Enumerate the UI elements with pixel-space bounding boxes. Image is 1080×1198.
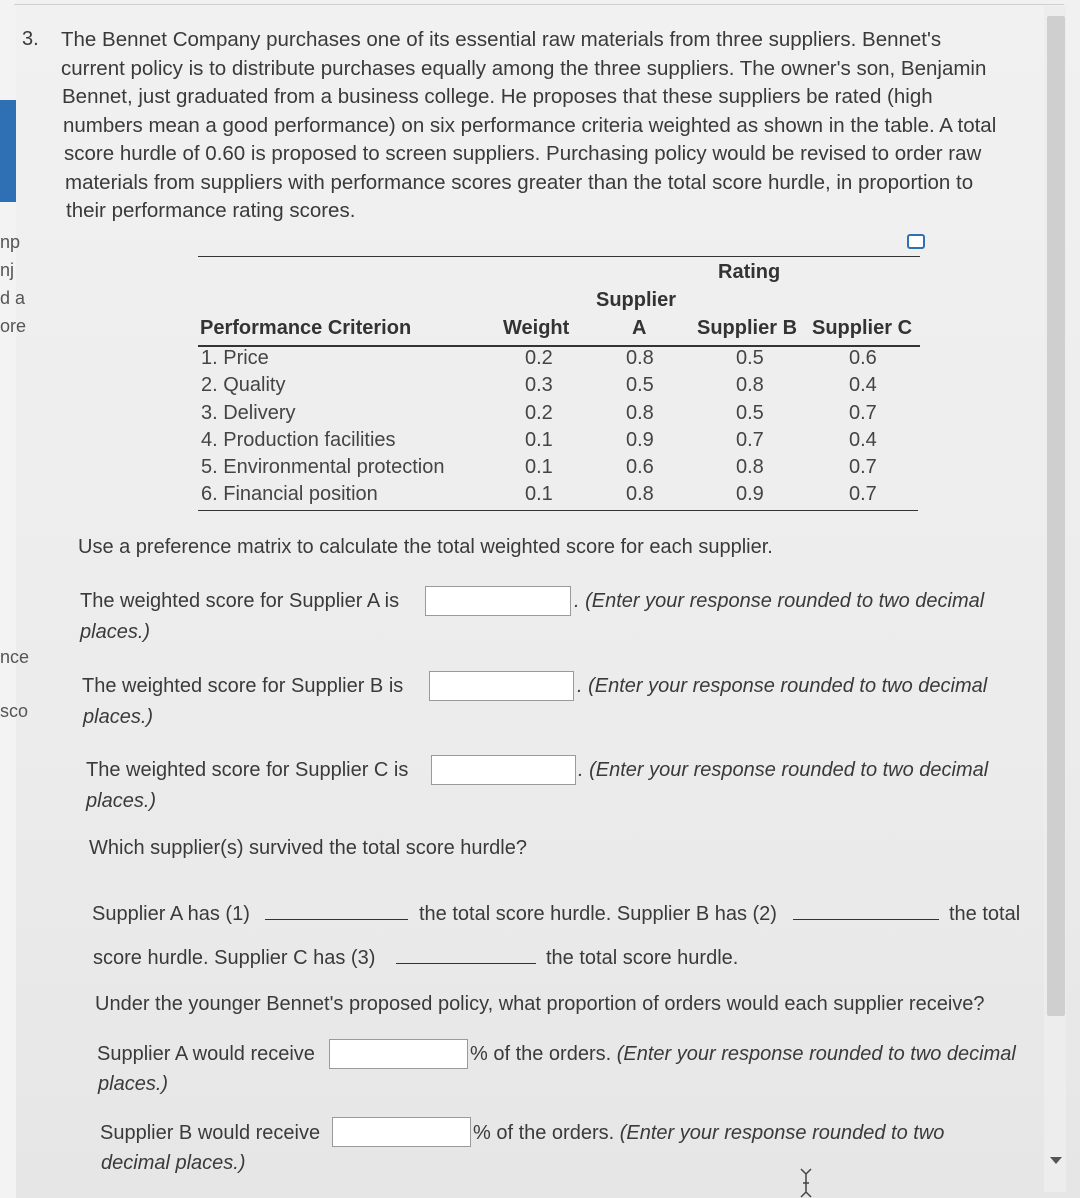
table-row <box>0 429 1000 456</box>
copy-table-icon[interactable] <box>907 234 925 249</box>
score-b-input[interactable] <box>429 671 574 701</box>
question-line: Bennet, just graduated from a business college. He proposes that these suppliers be rated (high <box>62 85 933 108</box>
supplier-a-cell: 0.5 <box>626 374 654 396</box>
criterion-cell: 6. Financial position <box>201 483 378 505</box>
sidebar-fragment[interactable]: nj <box>0 260 15 280</box>
question-line: The Bennet Company purchases one of its essential raw materials from three suppliers. Bennet's <box>61 28 942 51</box>
supplier-c-cell: 0.4 <box>849 429 877 451</box>
text-cursor-icon <box>798 1168 814 1198</box>
question-number: 3. <box>22 28 39 50</box>
supplier-b-cell: 0.7 <box>736 429 764 451</box>
scroll-down-arrow-icon[interactable] <box>1050 1157 1062 1164</box>
supplier-b-cell: 0.8 <box>736 456 764 478</box>
panel-border <box>14 4 1064 5</box>
weight-cell: 0.1 <box>525 456 553 478</box>
hurdle-b-suffix: the total <box>949 903 1021 925</box>
hurdle-line2-label: score hurdle. Supplier C has (3) <box>93 947 376 969</box>
score-b-hint: . (Enter your response rounded to two decimal <box>577 675 988 697</box>
proportion-b-input[interactable] <box>332 1117 471 1147</box>
question-line: current policy is to distribute purchases equally among the three suppliers. The owner's son, Benjamin <box>61 56 987 80</box>
supplier-b-cell: 0.8 <box>736 374 764 396</box>
question-text <box>61 26 1061 226</box>
score-a-input[interactable] <box>425 586 571 616</box>
proportion-question: Under the younger Bennet's proposed policy, what proportion of orders would each supplier receive? <box>95 993 985 1015</box>
weight-cell: 0.3 <box>525 374 553 396</box>
score-a-hint-wrap: places.) <box>80 621 151 643</box>
supplier-a-cell: 0.6 <box>626 456 654 478</box>
hurdle-question: Which supplier(s) survived the total score hurdle? <box>89 837 527 859</box>
proportion-b-suffix: % of the orders. (Enter your response rounded to two <box>473 1122 945 1144</box>
criterion-cell: 4. Production facilities <box>201 429 396 451</box>
sidebar-fragment[interactable]: nce <box>0 647 30 667</box>
hurdle-c-dropdown[interactable] <box>396 963 536 964</box>
criterion-cell: 2. Quality <box>201 374 286 396</box>
supplier-a-header-letter: A <box>632 317 647 339</box>
hurdle-b-dropdown[interactable] <box>793 919 939 920</box>
supplier-b-cell: 0.5 <box>736 347 764 369</box>
score-c-label: The weighted score for Supplier C is <box>86 759 409 781</box>
weight-cell: 0.1 <box>525 429 553 451</box>
hurdle-c-suffix: the total score hurdle. <box>546 947 739 969</box>
supplier-c-cell: 0.4 <box>849 374 877 396</box>
supplier-a-cell: 0.8 <box>626 347 654 369</box>
score-b-label: The weighted score for Supplier B is <box>82 675 404 697</box>
table-top-rule <box>198 256 920 257</box>
table-row <box>0 374 1000 401</box>
hurdle-a-label: Supplier A has (1) <box>92 903 250 925</box>
question-line: numbers mean a good performance) on six performance criteria weighted as shown in the table. A total <box>63 113 997 137</box>
criterion-cell: 3. Delivery <box>201 402 296 424</box>
supplier-b-header: Supplier B <box>697 317 798 339</box>
weight-cell: 0.2 <box>525 402 553 424</box>
rating-group-header: Rating <box>718 261 781 283</box>
hint-italic: (Enter your response rounded to two <box>619 1122 945 1144</box>
weight-cell: 0.2 <box>525 347 553 369</box>
sidebar-fragment[interactable]: ore <box>0 316 27 336</box>
proportion-a-label: Supplier A would receive <box>97 1043 315 1065</box>
criterion-header: Performance Criterion <box>200 317 412 339</box>
score-a-hint: . (Enter your response rounded to two decimal <box>574 590 985 612</box>
supplier-a-cell: 0.9 <box>626 429 654 451</box>
supplier-c-cell: 0.6 <box>849 347 877 369</box>
instruction-text: Use a preference matrix to calculate the total weighted score for each supplier. <box>78 536 773 558</box>
proportion-b-label: Supplier B would receive <box>100 1122 321 1144</box>
proportion-b-hint-wrap: decimal places.) <box>101 1152 246 1174</box>
criterion-cell: 1. Price <box>201 347 269 369</box>
weight-header: Weight <box>503 317 570 339</box>
supplier-b-cell: 0.9 <box>736 483 764 505</box>
sidebar-fragment[interactable]: sco <box>0 701 29 721</box>
hurdle-a-suffix: the total score hurdle. Supplier B has (2) <box>419 903 777 925</box>
sidebar-fragment[interactable]: np <box>0 232 21 252</box>
score-c-input[interactable] <box>431 755 576 785</box>
question-line: score hurdle of 0.60 is proposed to screen suppliers. Purchasing policy would be revised to order raw <box>64 142 982 165</box>
supplier-a-cell: 0.8 <box>626 402 654 424</box>
score-c-hint: . (Enter your response rounded to two decimal <box>578 759 989 781</box>
sidebar-fragment[interactable]: d a <box>0 288 26 308</box>
supplier-c-cell: 0.7 <box>849 402 877 424</box>
weight-cell: 0.1 <box>525 483 553 505</box>
proportion-a-hint-wrap: places.) <box>98 1073 169 1095</box>
proportion-a-suffix <box>470 1043 1016 1066</box>
table-row <box>0 483 1000 510</box>
supplier-b-cell: 0.5 <box>736 402 764 424</box>
hurdle-a-dropdown[interactable] <box>265 919 408 920</box>
table-bottom-rule <box>198 510 918 511</box>
proportion-a-input[interactable] <box>329 1039 468 1069</box>
sidebar-active-indicator <box>0 100 16 202</box>
score-a-label: The weighted score for Supplier A is <box>80 590 400 612</box>
question-line: materials from suppliers with performance scores greater than the total score hurdle, in proportion to <box>65 170 974 194</box>
table-row <box>0 347 1000 374</box>
hint-italic: (Enter your response rounded to two decimal <box>616 1043 1016 1065</box>
question-line: their performance rating scores. <box>66 199 356 222</box>
score-c-hint-wrap: places.) <box>86 790 157 812</box>
criterion-cell: 5. Environmental protection <box>201 456 445 478</box>
table-row <box>0 402 1000 429</box>
supplier-c-cell: 0.7 <box>849 456 877 478</box>
supplier-a-header: Supplier <box>596 289 677 311</box>
proportion-a-suffix-text: % of the orders. (Enter your response rounded to two decimal <box>470 1043 1016 1065</box>
supplier-a-cell: 0.8 <box>626 483 654 505</box>
supplier-c-cell: 0.7 <box>849 483 877 505</box>
score-b-hint-wrap: places.) <box>83 706 154 728</box>
table-row <box>0 456 1000 483</box>
supplier-c-header: Supplier C <box>812 317 913 339</box>
